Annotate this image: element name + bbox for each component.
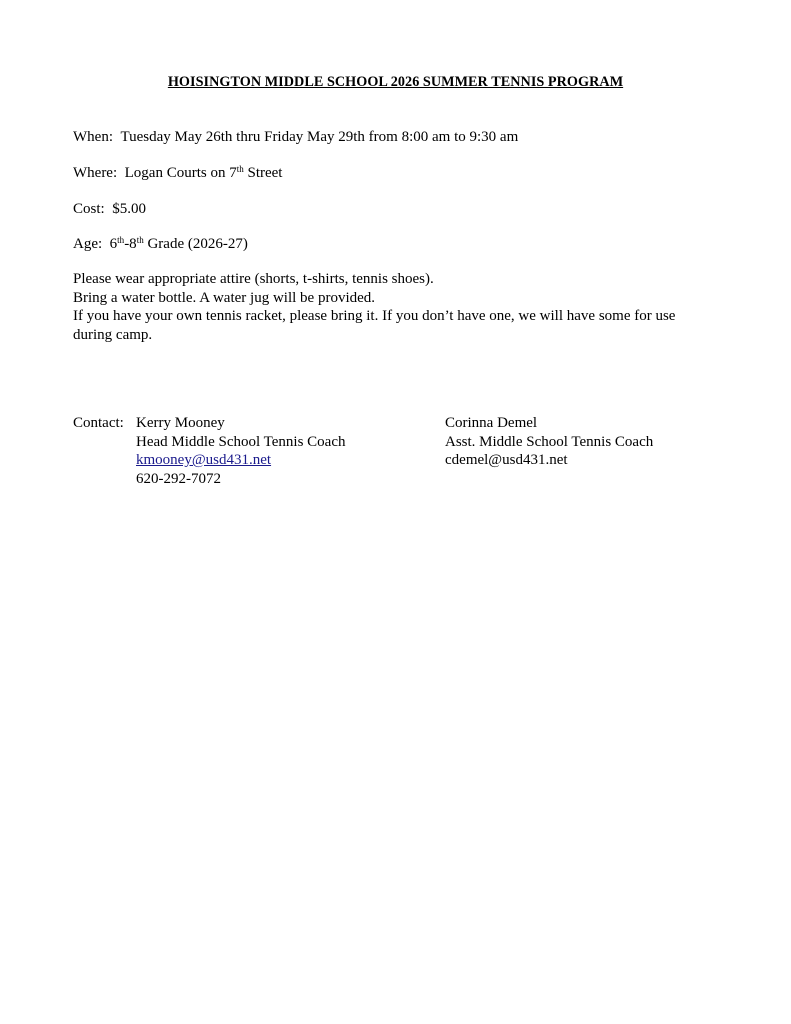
age-grade-start: 6: [109, 236, 118, 252]
note-water: Bring a water bottle. A water jug will be provided.: [73, 289, 376, 306]
contact-secondary: [445, 414, 653, 470]
cost-label: Cost:: [73, 201, 105, 217]
age-label: Age:: [73, 236, 103, 252]
secondary-email: cdemel@usd431.net: [445, 452, 568, 468]
when-value: Tuesday May 26th thru Friday May 29th from 8:00 am to 9:30 am: [120, 129, 519, 145]
cost-line: [73, 200, 146, 218]
when-label: When:: [73, 129, 113, 145]
age-grade-rest: Grade (2026-27): [143, 236, 248, 252]
where-value: Logan Courts on 7: [124, 165, 237, 181]
page-title: HOISINGTON MIDDLE SCHOOL 2026 SUMMER TENNIS PROGRAM: [167, 74, 624, 90]
primary-phone: 620-292-7072: [136, 470, 221, 487]
age-line: [73, 235, 248, 253]
age-superscript-1: th: [117, 235, 125, 245]
cost-value: $5.00: [112, 201, 146, 217]
secondary-role: Asst. Middle School Tennis Coach: [445, 433, 654, 450]
where-label: Where:: [73, 165, 118, 181]
where-superscript: th: [236, 164, 244, 174]
notes-paragraph: [73, 270, 713, 344]
primary-email-link[interactable]: kmooney@usd431.net: [136, 452, 272, 468]
contact-label: Contact:: [73, 415, 124, 431]
where-value-end: Street: [243, 165, 283, 181]
when-line: [73, 128, 518, 146]
note-attire: Please wear appropriate attire (shorts, t-shirts, tennis shoes).: [73, 271, 434, 287]
where-line: [73, 164, 282, 182]
note-racket: If you have your own tennis racket, please bring it. If you don’t have one, we will have some for use during camp.: [73, 308, 676, 343]
age-superscript-2: th: [136, 235, 144, 245]
primary-name: Kerry Mooney: [136, 415, 225, 431]
age-grade-end: -8: [124, 236, 137, 252]
primary-role: Head Middle School Tennis Coach: [136, 433, 346, 450]
secondary-name: Corinna Demel: [445, 415, 538, 431]
contact-primary: [136, 414, 345, 488]
